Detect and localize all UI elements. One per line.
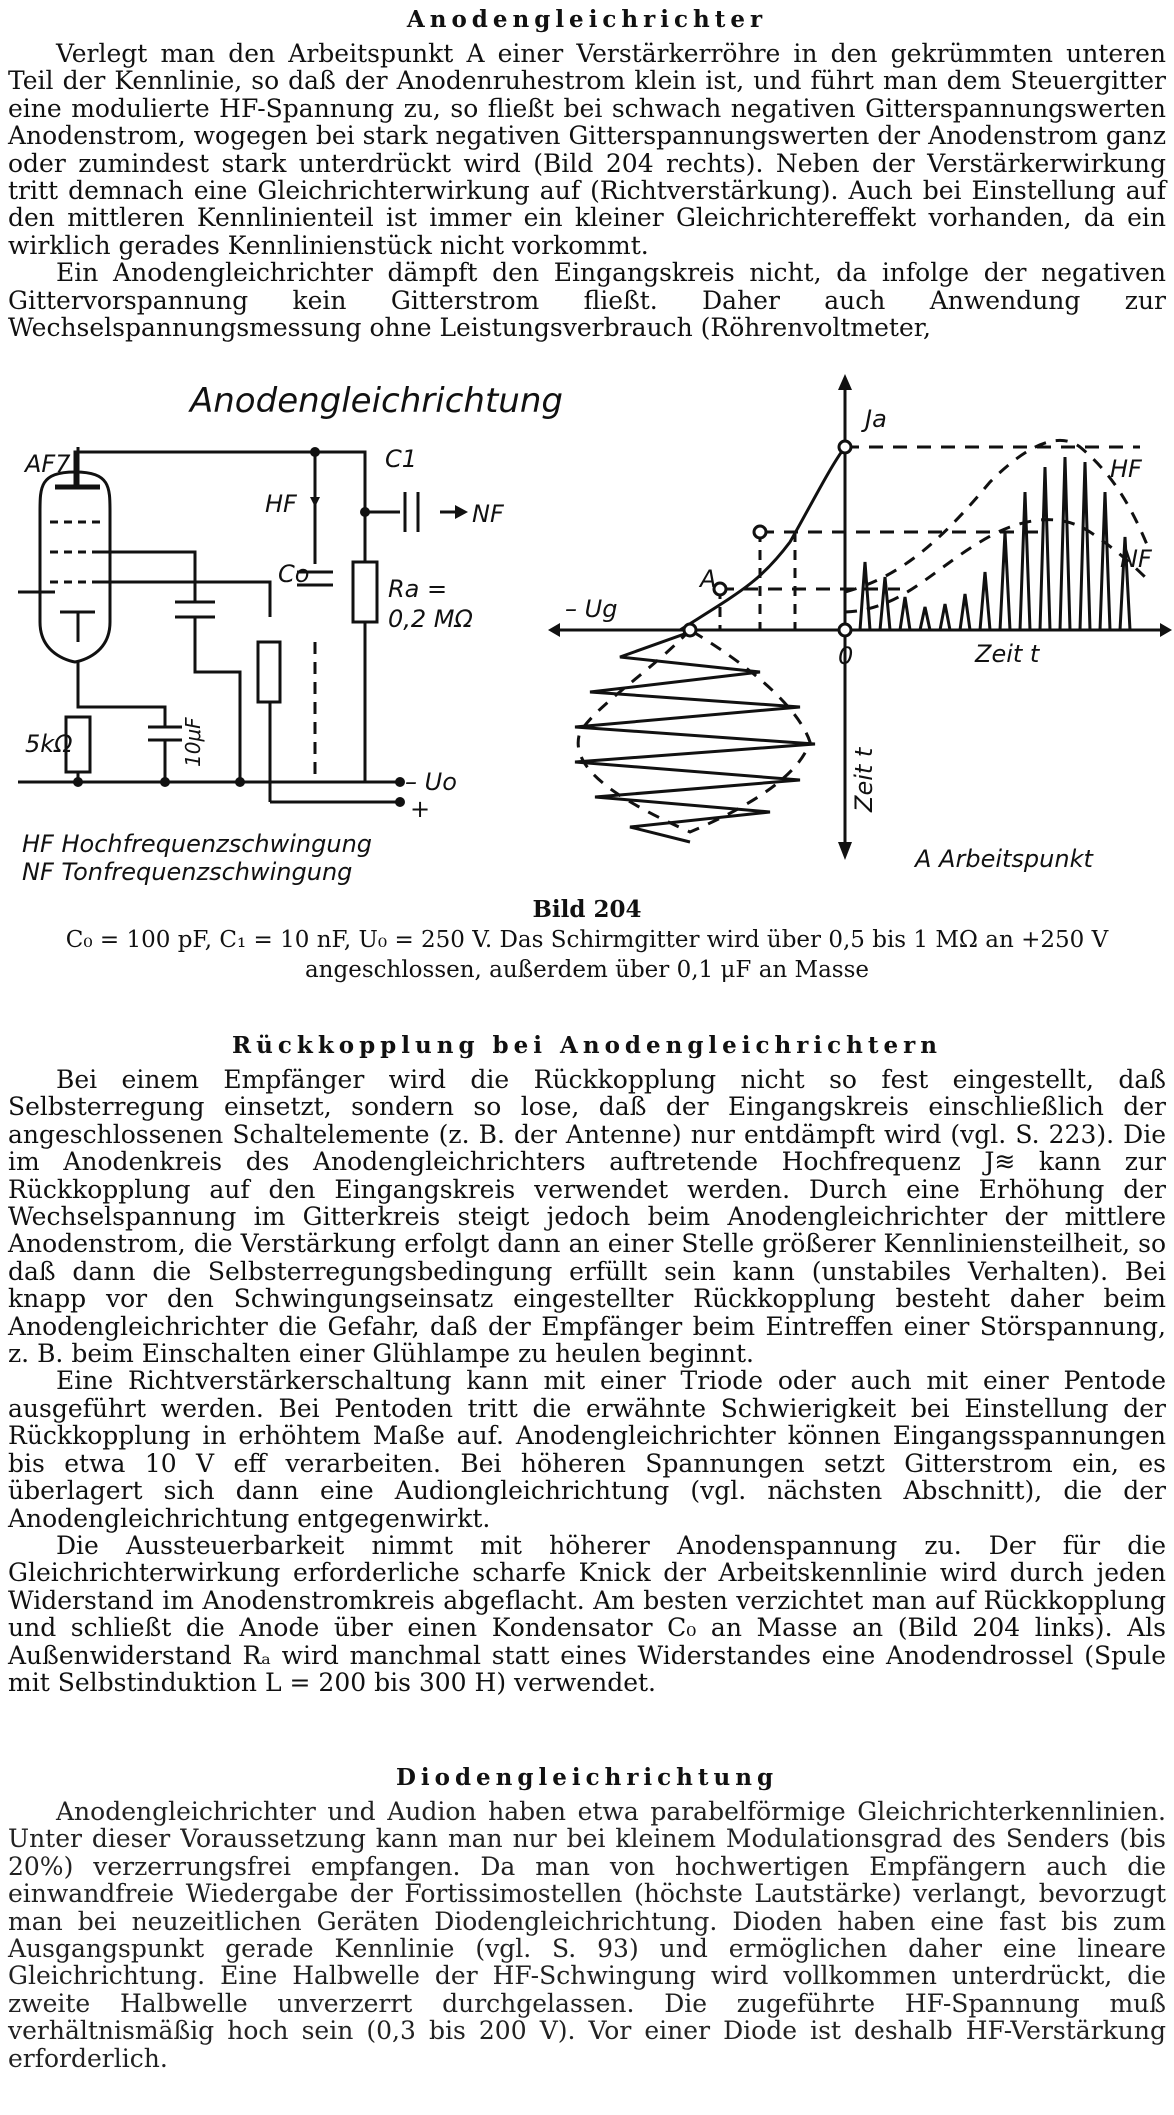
heading-anodengleichrichter: Anodengleichrichter bbox=[406, 6, 768, 33]
label-zeit-t: Zeit t bbox=[975, 640, 1040, 668]
paragraph: Eine Richtverstärkerschaltung kann mit einer Triode oder auch mit einer Pentode ausgeführt werden. Bei Pentoden tritt die erwähnte Schwierigkeit bei Einstellung der Rückkopplung in erhöhtem Maße auf. Anodengleichrichter können Eingangsspannungen bis etwa 10 V eff verarbeiten. Bei höheren Spannungen setzt Gitterstrom ein, es überlagert sich dann eine Audiongleichrichtung (vgl. nächsten Abschnitt), die der Anodengleichrichtung entgegenwirkt. bbox=[8, 1366, 1166, 1533]
section-rueckkopplung-text bbox=[8, 1066, 1166, 1696]
label-ra: Ra = bbox=[388, 575, 448, 603]
label-a-point: A bbox=[700, 565, 717, 593]
section-diodengleichrichtung-text bbox=[8, 1798, 1166, 2072]
heading-diodengleichrichtung: Diodengleichrichtung bbox=[395, 1764, 779, 1791]
label-r-cathode: 5kΩ bbox=[25, 730, 73, 758]
label-hf-curve: HF bbox=[1110, 455, 1142, 483]
label-hf-arrow: HF bbox=[265, 490, 297, 518]
label-zero: 0 bbox=[838, 642, 854, 670]
label-zeit-t-vertical: Zeit t bbox=[850, 747, 878, 812]
label-ja: Ja bbox=[865, 405, 887, 433]
label-arbeitspunkt: A Arbeitspunkt bbox=[915, 845, 1093, 873]
label-tube: AF7 bbox=[25, 450, 71, 478]
paragraph: Die Aussteuerbarkeit nimmt mit höherer Anodenspannung zu. Der für die Gleichrichterwirkung erforderliche scharfe Knick der Arbeitskennlinie wird durch jeden Widerstand im Anodenstromkreis abgeflacht. Am besten verzichtet man auf Rückkopplung und schließt die Anode über einen Kondensator C₀ an Masse an (Bild 204 links). Als Außenwiderstand Rₐ wird manchmal statt eines Widerstandes eine Anodendrossel (Spule mit Selbstinduktion L = 200 bis 300 H) verwendet. bbox=[8, 1530, 1166, 1697]
heading-rueckkopplung: Rückkopplung bei Anodengleichrichtern bbox=[232, 1032, 942, 1059]
label-ug: – Ug bbox=[565, 595, 618, 623]
label-c0: Co bbox=[278, 560, 310, 588]
paragraph: Ein Anodengleichrichter dämpft den Eingangskreis nicht, da infolge der negativen Gittervorspannung kein Gitterstrom fließt. Daher auch Anwendung zur Wechselspannungsmessung ohne Leistungsverbrauch (Röhrenvoltmeter, bbox=[8, 258, 1166, 343]
paragraph: Verlegt man den Arbeitspunkt A einer Verstärkerröhre in den gekrümmten unteren Teil der Kennlinie, so daß der Anodenruhestrom klein ist, und führt man dem Steuergitter eine modulierte HF-Spannung zu, so fließt bei schwach negativen Gitterspannungswerten Anodenstrom, wogegen bei stark negativen Gitterspannungswerten der Anodenstrom ganz oder zumindest stark unterdrückt wird (Bild 204 rechts). Neben der Verstärkerwirkung tritt demnach eine Gleichrichterwirkung auf (Richtverstärkung). Auch bei Einstellung auf den mittleren Kennlinienteil ist immer ein kleiner Gleichrichtereffekt vorhanden, da ein wirklich gerades Kennlinienstück nicht vorkommt. bbox=[8, 39, 1166, 260]
paragraph: Anodengleichrichter und Audion haben etwa parabelförmige Gleichrichterkennlinien. Unter dieser Voraussetzung kann man nur bei kleinem Modulationsgrad des Senders (bis 20%) verzerrungsfrei empfangen. Da man von hochwertigen Empfängern auch die einwandfreie Wiedergabe der Fortissimostellen (höchste Lautstärke) verlangt, bevorzugt man bei neuzeitlichen Geräten Diodengleichrichtung. Dioden haben eine fast bis zum Ausgangspunkt gerade Kennlinie (vgl. S. 93) und ermöglichen daher eine lineare Gleichrichtung. Eine Halbwelle der HF-Schwingung wird vollkommen unterdrückt, die zweite Halbwelle unverzerrt durchgelassen. Die zugeführte HF-Spannung muß verhältnismäßig hoch sein (0,3 bis 200 V). Vor einer Diode ist deshalb HF-Verstärkung erforderlich. bbox=[8, 1797, 1166, 2073]
section-anodengleichrichter-text bbox=[8, 40, 1166, 341]
top-wire bbox=[315, 452, 365, 562]
label-nf-curve: NF bbox=[1120, 545, 1152, 573]
caption-line-2: angeschlossen, außerdem über 0,1 μF an Masse bbox=[304, 957, 870, 983]
figure-caption bbox=[0, 895, 1174, 985]
ra-lower-wire bbox=[200, 622, 365, 782]
label-c-cathode: 10μF bbox=[181, 717, 205, 767]
label-c1: C1 bbox=[385, 445, 418, 473]
label-minus-u0: – Uo bbox=[405, 768, 457, 796]
legend-hf: HF Hochfrequenzschwingung bbox=[22, 830, 373, 858]
legend-nf: NF Tonfrequenzschwingung bbox=[22, 858, 353, 886]
caption-line-1: C₀ = 100 pF, C₁ = 10 nF, U₀ = 250 V. Das Schirmgitter wird über 0,5 bis 1 MΩ an +250 V bbox=[65, 927, 1109, 953]
label-ra-value: 0,2 MΩ bbox=[388, 605, 473, 633]
figure-title: Anodengleichrichtung bbox=[190, 381, 563, 421]
paragraph: Bei einem Empfänger wird die Rückkopplung nicht so fest eingestellt, daß Selbsterregung einsetzt, sondern so lose, daß der Eingangskreis einschließlich der angeschlossenen Schaltelemente (z. B. der Antenne) nur entdämpft wird (vgl. S. 223). Die im Anodenkreis des Anodengleichrichters auftretende Hochfrequenz J≋ kann zur Rückkopplung auf den Eingangskreis verwendet werden. Durch eine Erhöhung der Wechselspannung im Gitterkreis steigt jedoch beim Anodengleichrichter der mittlere Anodenstrom, die Verstärkung erfolgt dann an einer Stelle größerer Kennliniensteilheit, so daß dann die Selbsterregungsbedingung erfüllt sein kann (unstabiles Verhalten). Bei knapp vor den Schwingungseinsatz eingestellter Rückkopplung besteht daher beim Anodengleichrichter die Gefahr, daß der Empfänger beim Eintreffen einer Störspannung, z. B. beim Einschalten einer Glühlampe zu heulen beginnt. bbox=[8, 1065, 1166, 1369]
label-nf-out: NF bbox=[472, 500, 504, 528]
label-plus: + bbox=[410, 795, 431, 823]
caption-number: Bild 204 bbox=[532, 896, 642, 923]
figure-bild-204 bbox=[0, 372, 1174, 892]
tube-envelope bbox=[40, 472, 110, 662]
